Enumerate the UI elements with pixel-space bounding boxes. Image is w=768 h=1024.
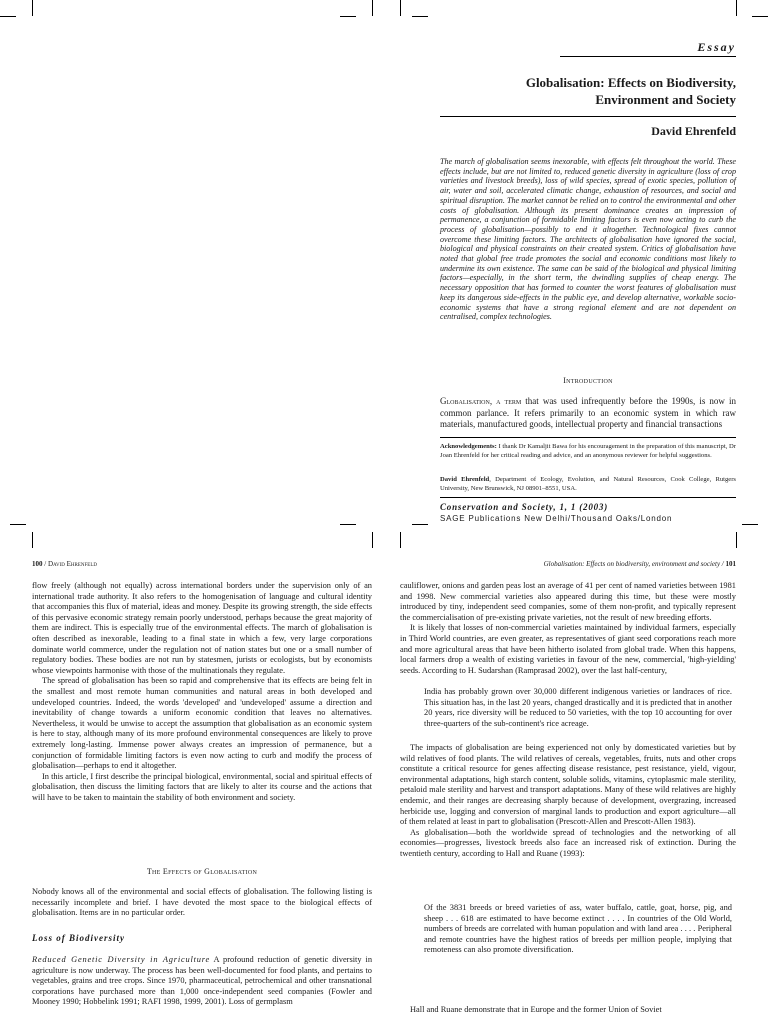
paragraph-text: A profound reduction of genetic diversity in agriculture is now underway. The process has been well-documented for food plants, and pertains to vegetables, grains and tree crops. Since 1970, pharmaceutical, petrochemical and other transnational corporations have purchased more than 1,000 once-independent seed companies (Fowler and Mooney 1990; Hobbelink 1991; RAFI 1998, 1999, 2001). Loss of germplasm: [32, 955, 373, 1007]
crop-mark: [412, 524, 428, 525]
crop-mark: [0, 16, 16, 17]
crop-mark: [742, 524, 758, 525]
crop-mark: [736, 0, 737, 16]
affil-label: David Ehrenfeld: [440, 476, 490, 483]
crop-mark: [400, 532, 401, 548]
acknowledgements: [440, 443, 736, 460]
paragraph: In this article, I first describe the principal biological, environmental, social and spiritual effects of globalisation, then discuss the limiting factors that are likely to alter its course and the actions that will have to be taken to maintain the stability of both environment and society.: [32, 771, 372, 802]
left-column-body: [32, 581, 372, 803]
section-heading: The Effects of Globalisation: [146, 867, 258, 876]
journal-citation: Conservation and Society, 1, 1 (2003): [440, 502, 609, 512]
introduction-heading: Introduction: [563, 376, 613, 385]
running-head-left: 100 / David Ehrenfeld: [32, 560, 97, 568]
right-column-body: [400, 581, 736, 676]
running-head-title: Globalisation: Effects on biodiversity, environment and society /: [543, 560, 724, 568]
crop-mark: [340, 524, 356, 525]
block-quote: Of the 3831 breeds or breed varieties of ass, water buffalo, cattle, goat, horse, pig, and sheep . . . 618 are estimated to have become extinct . . . . In countries of the Old World, numbers of breeds are correlated with human population and with land area . . . . Peripheral and remote countries have the highest ratios of breeds per million people, implying that remoteness can also promote diversification.: [424, 903, 732, 955]
header-rule: [560, 56, 736, 57]
author-name: David Ehrenfeld: [651, 124, 736, 138]
ack-text: I thank Dr Kamaljit Bawa for his encouragement in the preparation of this manuscript, Dr Joan Ehrenfeld for her critical reading and advice, and an anonymous reviewer for helpful suggestions.: [440, 443, 736, 459]
title-rule: [440, 116, 736, 117]
crop-mark: [736, 532, 737, 548]
page-number: 101: [725, 560, 736, 568]
right-column-body-3: [400, 1005, 736, 1016]
crop-mark: [372, 532, 373, 548]
paragraph: Hall and Ruane demonstrate that in Europe and the former Union of Soviet: [410, 1005, 662, 1014]
paragraph: [32, 955, 372, 1008]
crop-mark: [32, 0, 33, 16]
running-head-right: [400, 560, 736, 568]
author-affiliation: [440, 476, 736, 493]
page-number: 100: [32, 560, 43, 568]
crop-mark: [752, 16, 768, 17]
crop-mark: [32, 532, 33, 548]
paragraph: The impacts of globalisation are being experienced not only by domesticated varieties but by wild relatives of food plants. The wild relatives of cereals, vegetables, fruits, nuts and other crops constitute a critical resource for genes affecting disease resistance, pest resistance, yield, vigour, environmental adaptations, high starch content, soluble solids, vitamins, cytoplasmic male sterility, petaloid male sterility and harvest and transport adaptations. Many of these wild relatives are highly endemic, and their ranges are decreasing sharply because of development, overgrazing, increased herbicide use, logging and conversion of marginal lands to production and export agriculture—all of them related at least in part to globalisation (Prescott-Allen and Prescott-Allen 1983).: [400, 743, 736, 827]
running-head-author: David Ehrenfeld: [47, 560, 97, 568]
paragraph: The spread of globalisation has been so rapid and comprehensive that its effects are being felt in the smallest and most remote human communities and natural areas in both developed and undeveloped countries. Indeed, the words 'developed' and 'undeveloped' assume a direction and inevitability of change towards a uniform economic condition that leaves no alternatives. Nevertheless, it would be unwise to accept the assumption that globalisation as an economic system is here to stay, although many of its more profound environmental consequences are likely to prove extremely long-lasting. Immense power always creates an impression of permanence, but a conjunction of formidable limiting factors is even now acting to curb and modify the process of globalisation—perhaps to end it altogether.: [32, 676, 372, 771]
paragraph: It is likely that losses of non-commercial varieties maintained by individual farmers, especially in Third World countries, are even greater, as representatives of giant seed corporations reach more and more agricultural areas that have been hitherto isolated from global trade. When this happens, local farmers drop a wealth of existing varieties in favour of the new, commercial, 'high-yielding' seeds. According to H. Sudarshan (Ramprasad 2002), over the last half-century,: [400, 623, 736, 675]
block-quote: India has probably grown over 30,000 different indigenous varieties or landraces of rice. This situation has, in the last 20 years, changed drastically and it is predicted that in another 20 years, rice diversity will be reduced to 50 varieties, with the top 10 accounting for over three-quarters of the sub-continent's rice acreage.: [424, 687, 732, 728]
crop-mark: [412, 16, 428, 17]
paragraph: As globalisation—both the worldwide spread of technologies and the networking of all economies—progresses, livestock breeds also face an increased risk of extinction. During the twentieth century, according to Hall and Ruane (1993):: [400, 827, 736, 858]
subheading: Loss of Biodiversity: [32, 933, 125, 943]
left-column-body-3: [32, 955, 372, 1008]
footnote-rule-bottom: [440, 497, 736, 498]
section-label: Essay: [697, 40, 736, 54]
crop-mark: [10, 524, 26, 525]
affil-text: , Department of Ecology, Evolution, and Natural Resources, Cook College, Rutgers University, New Brunswick, NJ 08901–8551, USA.: [440, 476, 736, 492]
publisher-line: SAGE Publications New Delhi/Thousand Oaks/London: [440, 514, 673, 523]
crop-mark: [400, 0, 401, 16]
crop-mark: [340, 16, 356, 17]
abstract: The march of globalisation seems inexorable, with effects felt throughout the world. These effects include, but are not limited to, reduced genetic diversity in agriculture (loss of crop varieties and livestock breeds), loss of wild species, spread of exotic species, pollution of air, water and soil, accelerated climatic change, exhaustion of resources, and social and spiritual disruption. The market cannot be relied on to control the environmental and other costs of globalisation. Although its present dominance creates an impression of permanence, a conjunction of formidable limiting factors is even now acting to curb the process of globalisation—possibly to end it altogether. Technological fixes cannot overcome these limiting factors. The architects of globalisation have ignored the social, biological and physical constraints on their created system. Critics of globalisation have noted that global free trade promotes the social and economic conditions most likely to undermine its own existence. The same can be said of the biological and physical limiting factors—especially, in the short term, the dwindling supplies of cheap energy. The necessary opposition that has formed to counter the worst features of globalisation must keep its dangerous side-effects in the public eye, and develop alternative, workable socio-economic systems that have a strong regional element and are not dependent on centralised, complex technologies.: [440, 157, 736, 322]
right-column-body-2: [400, 743, 736, 860]
crop-mark: [372, 0, 373, 16]
ack-label: Acknowledgements:: [440, 443, 497, 450]
intro-text: that was used infrequently before the 1990s, is now in common parlance. It refers primarily to an economic system in which raw materials, manufactured goods, intellectual property and financial transactions: [440, 396, 736, 429]
title-line-1: Globalisation: Effects on Biodiversity,: [525, 75, 736, 90]
footnote-rule: [440, 437, 736, 438]
paragraph: Nobody knows all of the environmental and social effects of globalisation. The following listing is necessarily incomplete and brief. I have devoted the most space to the biological effects of globalisation. Items are in no particular order.: [32, 887, 372, 918]
intro-lead: Globalisation, a term: [440, 396, 522, 406]
title-line-2: Environment and Society: [595, 92, 736, 107]
subsubheading: Reduced Genetic Diversity in Agriculture: [32, 955, 210, 964]
paragraph: flow freely (although not equally) across international borders under the supervision only of an international trade authority. It also refers to the homogenisation of language and cultural identity that accompanies this flux of material, ideas and money. Despite its growing strength, the side effects of this pervasive economic strategy remain poorly understood, perhaps because the great majority of them are indirect. This is especially true of the environmental effects. The march of globalisation is often described as inexorable, leading to a final state in which a few, very large corporations dominate world commerce, under the regulation not of nation states but one or a small number of regulatory bodies. These bodies are not run by statesmen, jurists or ecologists, but by economists whose viewpoints harmonise with those of the multinationals they regulate.: [32, 581, 372, 675]
paragraph: cauliflower, onions and garden peas lost an average of 41 per cent of named varieties between 1981 and 1998. New commercial varieties also appeared during this time, but these were mostly introduced by tiny, independent seed companies, some of them non-profit, and typically represent the commercialisation of pre-existing private varieties, not the result of new breeding efforts.: [400, 581, 736, 622]
introduction-paragraph: [440, 396, 736, 431]
article-title: [440, 74, 736, 108]
left-column-body-2: [32, 887, 372, 919]
